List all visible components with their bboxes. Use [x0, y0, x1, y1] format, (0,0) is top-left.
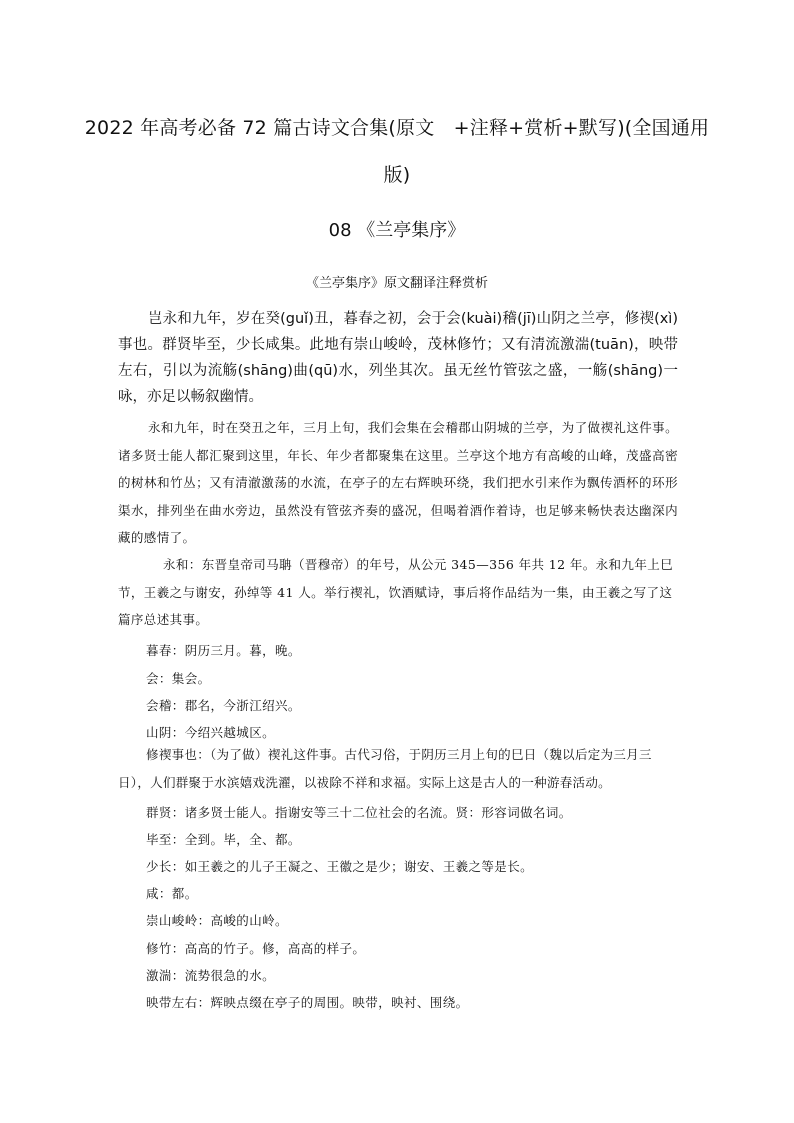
chapter-title: 08 《兰亭集序》: [328, 220, 466, 241]
note-item: 群贤：诸多贤士能人。指谢安等三十二位社会的名流。贤：形容词做名词。: [146, 805, 572, 820]
note-item: 少长：如王羲之的儿子王凝之、王徽之是少；谢安、王羲之等是长。: [146, 859, 534, 874]
document-title: 2022 年高考必备 72 篇古诗文合集(原文 +注释+赏析+默写)(全国通用: [84, 117, 710, 139]
note-item: 暮春：阴历三月。暮，晚。: [146, 643, 301, 658]
translation-paragraph: 永和九年，时在癸丑之年，三月上旬，我们会集在会稽郡山阴城的兰亭，为了做禊礼这件事。诸多贤士能人都汇聚到这里，年长、年少者都聚集在这里。兰亭这个地方有高峻的山峰，茂盛高密的树林和竹丛；又有清澈激荡的水流，在亭子的左右辉映环绕，我们把水引来作为飘传酒杯的环形渠水，排列坐在曲水旁边，虽然没有管弦齐奏的盛况，但喝着酒作着诗，也足够来畅快表达幽深内藏的感情了。: [118, 420, 678, 545]
note-item: 山阴：今绍兴越城区。: [146, 725, 276, 740]
section-heading: 《兰亭集序》原文翻译注释赏析: [305, 276, 488, 291]
note-item: 咸：都。: [146, 886, 198, 901]
note-xiuxi: 修禊事也：（为了做）禊礼这件事。古代习俗，于阴历三月上旬的巳日（魏以后定为三月三日），人们群聚于水滨嬉戏洗濯，以祓除不祥和求福。实际上这是古人的一种游春活动。: [118, 747, 652, 790]
note-item: 崇山峻岭：高峻的山岭。: [146, 913, 288, 928]
note-item: 毕至：全到。毕，全、都。: [146, 832, 301, 847]
note-item: 激湍：流势很急的水。: [146, 968, 276, 983]
note-item: 映带左右：辉映点缀在亭子的周围。映带，映衬、围绕。: [146, 995, 469, 1010]
note-yonghe: 永和：东晋皇帝司马聃（晋穆帝）的年号，从公元 345—356 年共 12 年。永和九年上巳节，王羲之与谢安，孙绰等 41 人。举行禊礼，饮酒赋诗，事后将作品结为一集，由王羲之写了这篇序总述其事。: [118, 557, 674, 627]
note-item: 会稽：郡名，今浙江绍兴。: [146, 698, 301, 713]
document-title-continued: 版): [383, 164, 411, 186]
note-item: 会：集会。: [146, 671, 211, 686]
original-text: 岂永和九年，岁在癸(guǐ)丑，暮春之初，会于会(kuài)稽(jī)山阴之兰亭，修禊(xì)事也。群贤毕至，少长咸集。此地有崇山峻岭，茂林修竹；又有清流激湍(tuān)，映带左右，引以为流觞(shāng)曲(qū)水，列坐其次。虽无丝竹管弦之盛，一觞(shāng)一咏，亦足以畅叙幽情。: [118, 311, 678, 405]
note-item: 修竹：高高的竹子。修，高高的样子。: [146, 941, 366, 956]
